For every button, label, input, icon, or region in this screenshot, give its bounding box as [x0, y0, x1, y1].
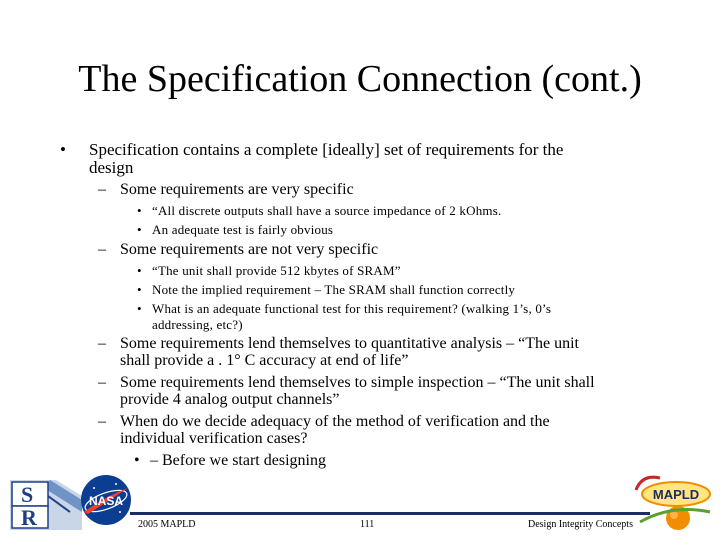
bullet-dot: •: [137, 301, 142, 316]
sub-bullet-1: Some requirements are very specific: [120, 181, 354, 198]
sub-sub-bullet: “The unit shall provide 512 kbytes of SRAM”: [152, 263, 401, 278]
bullet-main: Specification contains a complete [ideally] set of requirements for the: [89, 140, 564, 159]
svg-text:R: R: [21, 505, 37, 530]
bullet-dot: •: [134, 452, 140, 469]
bullet-dot: •: [137, 282, 142, 297]
page-number: 111: [360, 519, 375, 530]
mapld-logo: [632, 470, 714, 534]
dash-marker: –: [98, 181, 106, 198]
dash-marker: –: [98, 413, 106, 430]
bullet-dot: •: [137, 263, 142, 278]
svg-text:MAPLD: MAPLD: [652, 487, 700, 502]
svg-text:NASA: NASA: [88, 494, 124, 508]
bullet-dot: •: [60, 140, 66, 159]
sub-sub-bullet: Note the implied requirement – The SRAM shall function correctly: [152, 282, 516, 297]
sub-sub-bullet: What is an adequate functional test for this requirement? (walking 1’s, 0’s: [152, 301, 552, 316]
sub-sub-bullet: “All discrete outputs shall have a source impedance of 2 kOhms.: [152, 203, 502, 218]
bullet-main-cont: design: [89, 158, 134, 177]
sub-bullet-4: Some requirements lend themselves to simple inspection – “The unit shall: [120, 374, 595, 391]
sub-sub-bullet-cont: addressing, etc?): [152, 317, 243, 332]
sub-bullet-4-cont: provide 4 analog output channels”: [120, 391, 340, 408]
sub-bullet-3-cont: shall provide a . 1° C accuracy at end of life”: [120, 352, 409, 369]
bullet-dot: •: [137, 203, 142, 218]
nasa-logo: [80, 474, 132, 526]
dash-marker: –: [98, 374, 106, 391]
sub-bullet-3: Some requirements lend themselves to quantitative analysis – “The unit: [120, 335, 579, 352]
sub-sub-bullet: An adequate test is fairly obvious: [152, 222, 334, 237]
footer-divider: [130, 512, 650, 515]
bullet-dot: •: [137, 222, 142, 237]
dash-marker: –: [98, 335, 106, 352]
sub-bullet-5-cont: individual verification cases?: [120, 430, 308, 447]
svg-text:S: S: [21, 482, 34, 507]
sub-sub-bullet: – Before we start designing: [150, 452, 326, 469]
footer-left: 2005 MAPLD: [138, 519, 196, 530]
dash-marker: –: [98, 241, 106, 258]
slide-title: The Specification Connection (cont.): [78, 58, 642, 100]
footer-right: Design Integrity Concepts: [528, 519, 633, 530]
svr-logo: [10, 478, 82, 530]
sub-bullet-5: When do we decide adequacy of the method of verification and the: [120, 413, 550, 430]
sub-bullet-2: Some requirements are not very specific: [120, 241, 379, 258]
